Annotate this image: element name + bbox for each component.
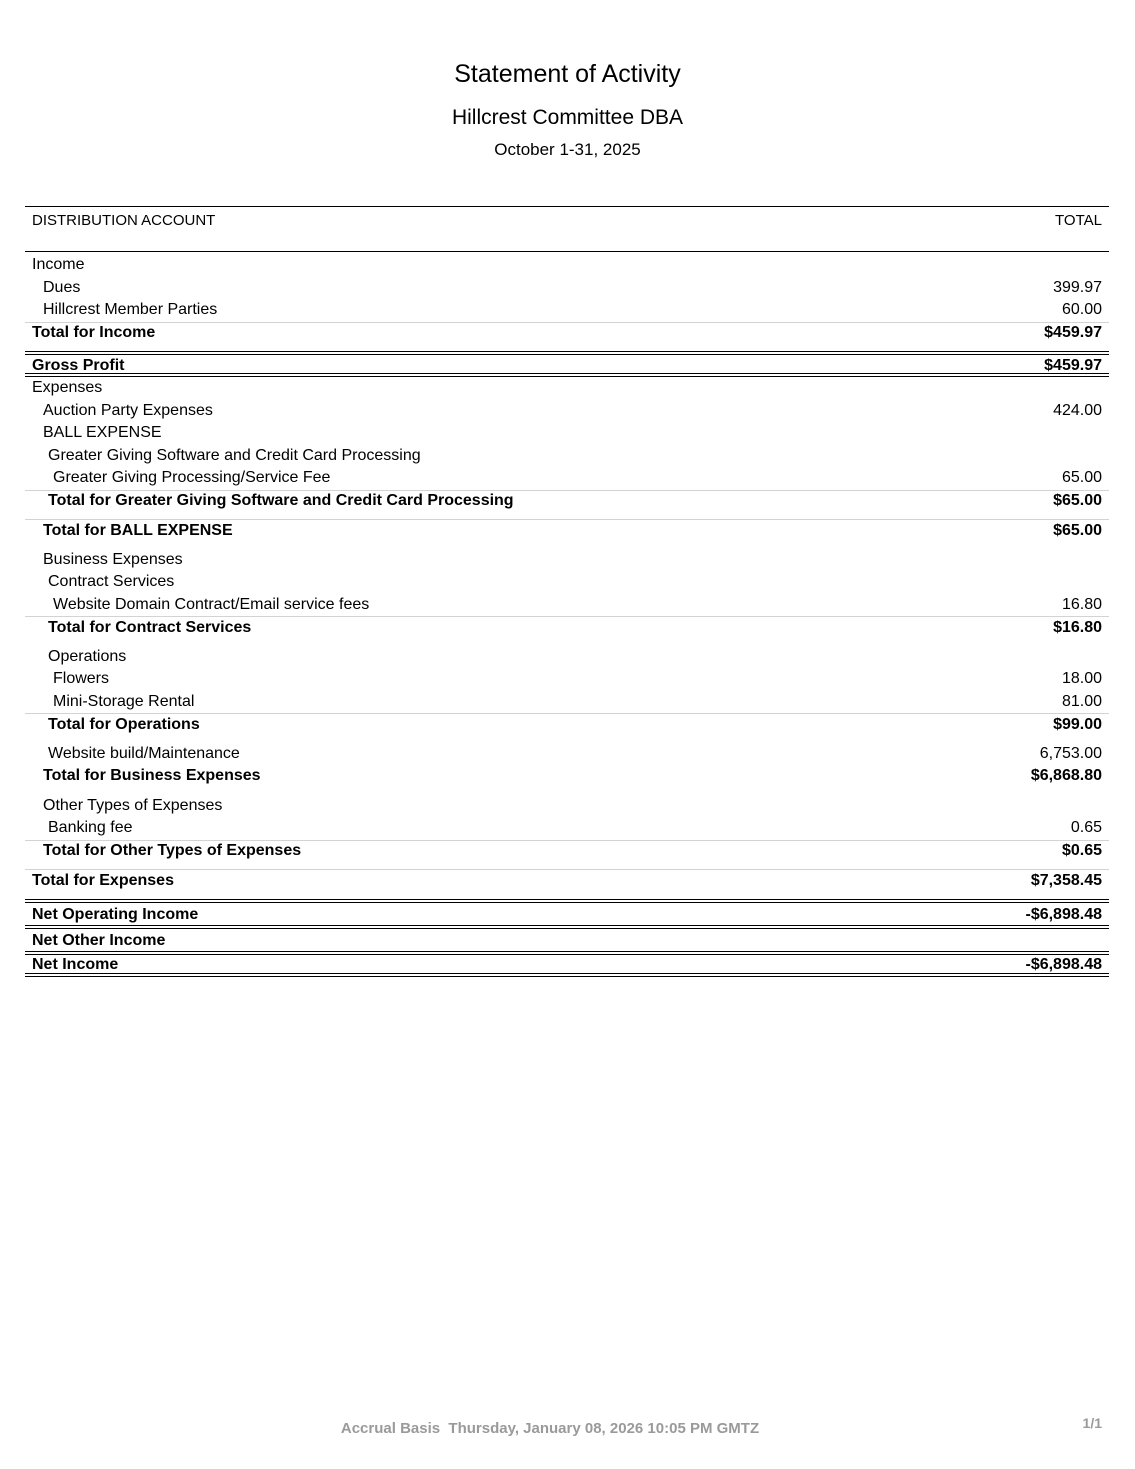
row-website-build bbox=[25, 743, 1109, 766]
row-label: Total for Greater Giving Software and Credit Card Processing bbox=[48, 492, 514, 510]
row-label: Business Expenses bbox=[43, 550, 183, 568]
row-label: Total for Business Expenses bbox=[43, 767, 261, 785]
section-contract-services bbox=[25, 571, 1109, 594]
row-amount: $65.00 bbox=[1053, 492, 1102, 510]
row-amount: 0.65 bbox=[1070, 819, 1102, 837]
row-website-domain bbox=[25, 594, 1109, 617]
row-label: Total for Expenses bbox=[32, 871, 174, 889]
row-label: Total for Income bbox=[32, 324, 156, 342]
row-amount: 18.00 bbox=[1061, 670, 1102, 688]
row-label: Income bbox=[32, 256, 85, 274]
section-operations bbox=[25, 646, 1109, 669]
row-amount: $459.97 bbox=[1044, 324, 1102, 342]
row-total-contract bbox=[25, 616, 1109, 639]
row-amount: 60.00 bbox=[1061, 301, 1102, 319]
header-total: TOTAL bbox=[1055, 212, 1102, 229]
row-amount: 16.80 bbox=[1061, 595, 1102, 613]
statement-table bbox=[25, 206, 1109, 977]
row-total-operations bbox=[25, 713, 1109, 736]
section-business-expenses bbox=[25, 549, 1109, 572]
row-label: Net Operating Income bbox=[32, 906, 199, 923]
row-amount: 399.97 bbox=[1053, 278, 1102, 296]
row-label: Total for Contract Services bbox=[48, 618, 252, 636]
row-label: Greater Giving Processing/Service Fee bbox=[53, 469, 331, 487]
row-member-parties bbox=[25, 299, 1109, 322]
row-label: Total for BALL EXPENSE bbox=[43, 521, 233, 539]
row-amount: $7,358.45 bbox=[1030, 871, 1102, 889]
row-total-greater-giving bbox=[25, 490, 1109, 513]
row-label: Net Income bbox=[32, 956, 119, 973]
row-label: Dues bbox=[43, 278, 81, 296]
row-label: Expenses bbox=[32, 379, 103, 397]
footer-page-number: 1/1 bbox=[1082, 1415, 1102, 1431]
row-total-business bbox=[25, 765, 1109, 788]
row-amount: $99.00 bbox=[1053, 715, 1102, 733]
section-other-types bbox=[25, 795, 1109, 818]
row-gross-profit bbox=[25, 351, 1109, 377]
row-total-income bbox=[25, 322, 1109, 345]
row-amount: 81.00 bbox=[1061, 692, 1102, 710]
row-gg-fee bbox=[25, 467, 1109, 490]
row-label: Hillcrest Member Parties bbox=[43, 301, 218, 319]
row-label: Gross Profit bbox=[32, 356, 125, 374]
row-label: Contract Services bbox=[48, 573, 175, 591]
row-label: BALL EXPENSE bbox=[43, 424, 162, 442]
row-banking-fee bbox=[25, 817, 1109, 840]
row-total-expenses bbox=[25, 869, 1109, 892]
row-label: Other Types of Expenses bbox=[43, 796, 223, 814]
row-label: Website build/Maintenance bbox=[48, 744, 240, 762]
table-header bbox=[25, 206, 1109, 252]
section-income bbox=[25, 254, 1109, 277]
row-dues bbox=[25, 277, 1109, 300]
row-amount: $16.80 bbox=[1053, 618, 1102, 636]
row-net-income bbox=[25, 951, 1109, 977]
row-label: Website Domain Contract/Email service fees bbox=[53, 595, 370, 613]
row-amount: -$6,898.48 bbox=[1025, 956, 1102, 973]
row-amount: $459.97 bbox=[1044, 356, 1102, 374]
row-amount: $0.65 bbox=[1061, 842, 1102, 860]
row-label: Auction Party Expenses bbox=[43, 401, 213, 419]
row-amount: -$6,898.48 bbox=[1025, 906, 1102, 923]
report-period: October 1-31, 2025 bbox=[494, 140, 641, 159]
row-auction-party bbox=[25, 400, 1109, 423]
company-name: Hillcrest Committee DBA bbox=[451, 106, 684, 129]
row-amount: 6,753.00 bbox=[1039, 744, 1102, 762]
row-net-operating-income bbox=[25, 899, 1109, 925]
section-greater-giving bbox=[25, 445, 1109, 468]
section-ball-expense bbox=[25, 422, 1109, 445]
row-label: Net Other Income bbox=[32, 932, 166, 949]
row-amount: 65.00 bbox=[1061, 469, 1102, 487]
row-label: Greater Giving Software and Credit Card Processing bbox=[48, 446, 421, 464]
row-amount: $65.00 bbox=[1053, 521, 1102, 539]
section-expenses bbox=[25, 377, 1109, 400]
row-total-other-types bbox=[25, 840, 1109, 863]
row-amount: 424.00 bbox=[1053, 401, 1102, 419]
row-mini-storage bbox=[25, 691, 1109, 714]
row-label: Banking fee bbox=[48, 819, 133, 837]
report-title: Statement of Activity bbox=[454, 60, 681, 88]
row-label: Total for Operations bbox=[48, 715, 200, 733]
row-flowers bbox=[25, 668, 1109, 691]
row-label: Operations bbox=[48, 647, 127, 665]
row-total-ball bbox=[25, 519, 1109, 542]
row-label: Mini-Storage Rental bbox=[53, 692, 195, 710]
row-amount: $6,868.80 bbox=[1030, 767, 1102, 785]
row-net-other-income bbox=[25, 925, 1109, 951]
row-label: Total for Other Types of Expenses bbox=[43, 842, 302, 860]
header-account: DISTRIBUTION ACCOUNT bbox=[32, 212, 216, 229]
row-label: Flowers bbox=[53, 670, 110, 688]
footer-basis-timestamp: Accrual Basis Thursday, January 08, 2026 10:05 PM GMTZ bbox=[340, 1420, 760, 1437]
